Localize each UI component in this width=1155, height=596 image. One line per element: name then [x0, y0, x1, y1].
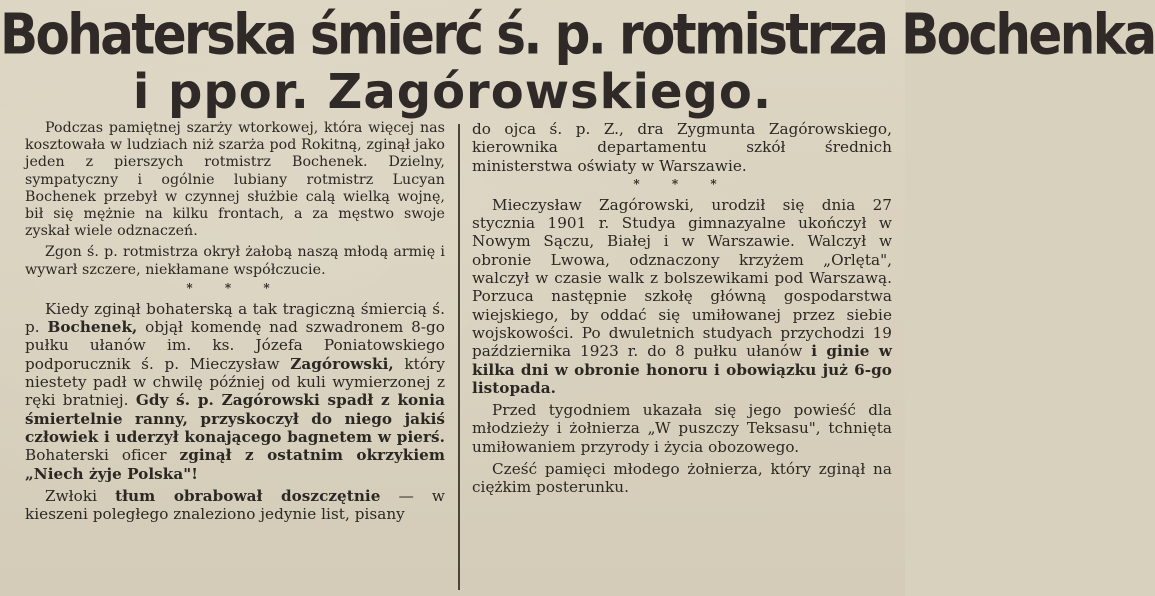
text-span: Mieczysław Zagórowski, urodził się dnia 27 stycznia 1901 r. Studya gimnazyalne ukończył w Nowym Sączu, Białej i w Warszawie. Walczył w obronie Lwowa, odznaczony krzyżem „Orlęta", walczył w czasie walk z bolszewikami pod Warszawą. Porzuca następnie szkołę główną gospodarstwa wiejskiego, by oddać się umiłowanej przez siebie wojskowości. Po dwuletnich studyach przychodzi 19 października 1923 r. do 8 pułku ułanów: [472, 195, 892, 361]
left-column: [25, 120, 445, 523]
bold-span: zginął z ostatnim okrzykiem „Niech żyje Polska"!: [25, 446, 445, 483]
left-paragraph-1: Podczas pamiętnej szarży wtorkowej, która więcej nas kosztowała w ludziach niż szarża pod Rokitną, zginął jako jeden z pierszych rotmistrz Bochenek. Dzielny, sympatyczny i ogólnie lubiany rotmistrz Lucyan Bochenek przebył w czynnej służbie calą wielką wojnę, bił się mężnie na kilku frontach, a za męstwo swoje zyskał wiele odznaczeń.: [25, 120, 445, 240]
bold-span: Zagórowski,: [290, 354, 394, 373]
text-span: Kiedy zginął bohaterską a tak tragiczną śmiercią ś. p.: [25, 299, 445, 337]
left-paragraph-2: Zgon ś. p. rotmistrza okrył żałobą naszą młodą armię i wywarł szczere, niekłamane współczucie.: [25, 244, 445, 278]
text-span: Zwłoki: [45, 486, 97, 505]
text-span: który niestety padł w chwilę później od kuli wymierzonej z ręki bratniej.: [25, 354, 445, 410]
column-divider: [458, 124, 460, 590]
right-paragraph-1: do ojca ś. p. Z., dra Zygmunta Zagórowskiego, kierownika departamentu szkół średnich ministerstwa oświaty w Warszawie.: [472, 120, 892, 175]
bold-span: i ginie w kilka dni w obronie honoru i obowiązku już 6-go listopada.: [472, 342, 892, 397]
text-span: Bohaterski oficer: [25, 446, 167, 465]
section-separator: * * *: [633, 176, 731, 191]
headline-line-1: Bohaterska śmierć ś. p. rotmistrza Bochenka: [0, 2, 1155, 67]
text-span: objął komendę nad szwadronem 8-go pułku ułanów im. ks. Józefa Poniatowskiego podporucznik ś. p. Mieczysław: [25, 318, 445, 373]
bold-span: Bochenek,: [47, 318, 138, 337]
section-separator: * * *: [186, 280, 284, 295]
bold-span: tłum obrabował doszczętnie: [115, 486, 381, 505]
bold-span: Gdy ś. p. Zagórowski spadł z konia śmiertelnie ranny, przyskoczył do niego jakiś człowiek i uderzył konającego bagnetem w pierś.: [25, 391, 445, 446]
left-paragraph-4: [25, 487, 445, 524]
headline-line-2: i ppor. Zagórowskiego.: [132, 64, 773, 120]
text-span: — w kieszeni poległego znaleziono jedynie list, pisany: [25, 486, 445, 524]
right-paragraph-2: [472, 196, 892, 397]
right-column: [472, 120, 892, 497]
right-paragraph-3: Przed tygodniem ukazała się jego powieść dla młodzieży i żołnierza „W puszczy Teksasu", tchnięta umiłowaniem przyrody i życia obozowego.: [472, 401, 892, 456]
right-paragraph-4: Cześć pamięci młodego żołnierza, który zginął na ciężkim posterunku.: [472, 460, 892, 497]
left-paragraph-3: [25, 300, 445, 483]
